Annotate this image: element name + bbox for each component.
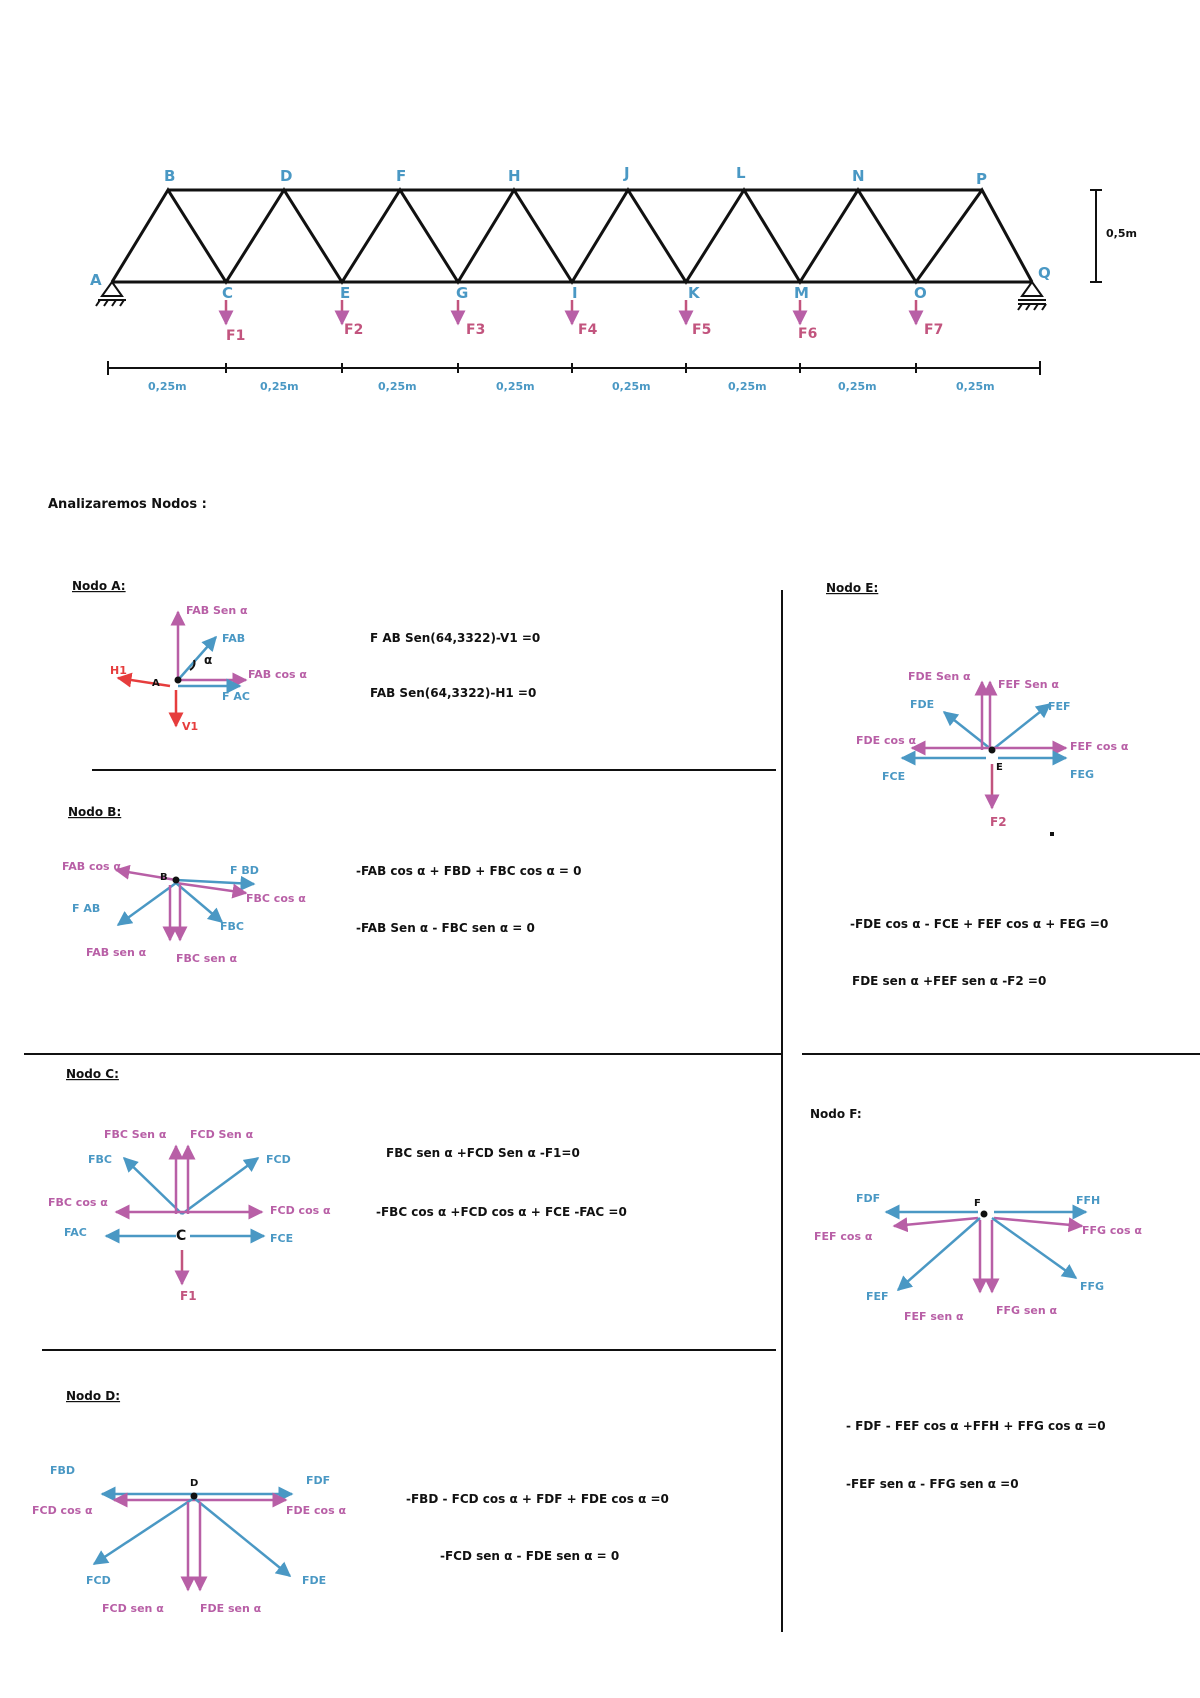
span-label: 0,25m xyxy=(612,380,651,393)
node-b-point-label: B xyxy=(160,872,168,883)
node-label-g: G xyxy=(456,284,469,302)
node-label-d: D xyxy=(280,167,293,185)
node-f-fef-cos: FEF cos α xyxy=(814,1230,873,1243)
node-f-ffg-cos: FFG cos α xyxy=(1082,1224,1142,1237)
node-f-fdf: FDF xyxy=(856,1192,881,1205)
node-a-title: Nodo A: xyxy=(72,579,126,593)
node-e-feg: FEG xyxy=(1070,768,1095,781)
node-c-fbc-cos: FBC cos α xyxy=(48,1196,108,1209)
node-f-point-label: F xyxy=(974,1198,981,1209)
web-members xyxy=(112,190,1032,282)
node-b-fbc-sin: FBC sen α xyxy=(176,952,238,965)
span-label: 0,25m xyxy=(378,380,417,393)
node-d-fcd: FCD xyxy=(86,1574,111,1587)
node-f-fef: FEF xyxy=(866,1290,889,1303)
node-d-fdf: FDF xyxy=(306,1474,331,1487)
node-e-fef-sin: FEF Sen α xyxy=(998,678,1059,691)
node-e-fde-sin: FDE Sen α xyxy=(908,670,971,683)
load-label-f3: F3 xyxy=(466,322,486,338)
node-c-fce: FCE xyxy=(270,1232,294,1245)
node-f-eq-2: -FEF sen α - FFG sen α =0 xyxy=(846,1477,1019,1491)
node-c-eq-1: FBC sen α +FCD Sen α -F1=0 xyxy=(386,1146,580,1160)
load-label-f6: F6 xyxy=(798,326,818,342)
node-c-fbc: FBC xyxy=(88,1153,112,1166)
node-d-fcd-sin: FCD sen α xyxy=(102,1602,164,1615)
node-f-ffh: FFH xyxy=(1076,1194,1101,1207)
node-b-eq-2: -FAB Sen α - FBC sen α = 0 xyxy=(356,921,535,935)
load-arrows xyxy=(226,300,916,324)
node-f-fef-sin: FEF sen α xyxy=(904,1310,964,1323)
node-a-alpha: α xyxy=(204,653,213,667)
span-dimension xyxy=(108,361,1040,375)
span-label: 0,25m xyxy=(956,380,995,393)
node-c-fbc-sin: FBC Sen α xyxy=(104,1128,167,1141)
span-label: 0,25m xyxy=(260,380,299,393)
node-d-fde: FDE xyxy=(302,1574,327,1587)
node-e-title: Nodo E: xyxy=(826,581,879,595)
node-b-fab-sin: FAB sen α xyxy=(86,946,147,959)
node-label-i: I xyxy=(572,284,578,302)
node-e-eq-1: -FDE cos α - FCE + FEF cos α + FEG =0 xyxy=(850,917,1109,931)
node-b-eq-1: -FAB cos α + FBD + FBC cos α = 0 xyxy=(356,864,582,878)
node-f-eq-1: - FDF - FEF cos α +FFH + FFG cos α =0 xyxy=(846,1419,1106,1433)
height-label: 0,5m xyxy=(1106,227,1137,240)
node-f-ffg: FFG xyxy=(1080,1280,1105,1293)
node-label-l: L xyxy=(736,164,746,182)
node-label-b: B xyxy=(164,167,176,185)
node-a-section xyxy=(72,579,540,733)
node-c-fcd: FCD xyxy=(266,1153,291,1166)
node-d-eq-1: -FBD - FCD cos α + FDF + FDE cos α =0 xyxy=(406,1492,669,1506)
span-label: 0,25m xyxy=(148,380,187,393)
height-dimension xyxy=(1090,190,1102,282)
section-title: Analizaremos Nodos : xyxy=(48,497,207,512)
load-label-f2: F2 xyxy=(344,322,364,338)
node-c-fcd-cos: FCD cos α xyxy=(270,1204,331,1217)
node-b-fab-cos: FAB cos α xyxy=(62,860,121,873)
node-b-fab: F AB xyxy=(72,902,101,915)
node-label-a: A xyxy=(90,271,102,289)
span-label: 0,25m xyxy=(838,380,877,393)
node-d-fde-cos: FDE cos α xyxy=(286,1504,347,1517)
node-label-p: P xyxy=(976,170,987,188)
node-b-fbd: F BD xyxy=(230,864,259,877)
node-e-section xyxy=(826,581,1129,988)
node-label-o: O xyxy=(914,284,927,302)
node-a-fab-cos: FAB cos α xyxy=(248,668,307,681)
node-b-fbc: FBC xyxy=(220,920,244,933)
truss-members xyxy=(112,190,1032,282)
node-b-title: Nodo B: xyxy=(68,805,122,819)
node-label-n: N xyxy=(852,167,865,185)
node-f-title: Nodo F: xyxy=(810,1107,862,1121)
node-label-h: H xyxy=(508,167,521,185)
load-label-f1: F1 xyxy=(226,328,246,344)
load-label-f7: F7 xyxy=(924,322,944,338)
node-c-section xyxy=(48,1067,627,1303)
node-f-section xyxy=(810,1107,1142,1491)
load-label-f5: F5 xyxy=(692,322,712,338)
node-e-eq-2: FDE sen α +FEF sen α -F2 =0 xyxy=(852,974,1047,988)
node-c-f1: F1 xyxy=(180,1289,197,1303)
stray-mark xyxy=(1050,832,1054,836)
node-label-m: M xyxy=(794,284,809,302)
node-d-section xyxy=(32,1389,669,1615)
span-label: 0,25m xyxy=(728,380,767,393)
node-d-fbd: FBD xyxy=(50,1464,76,1477)
node-label-j: J xyxy=(624,164,630,182)
node-a-fac: F AC xyxy=(222,690,250,703)
top-node-labels xyxy=(164,164,987,188)
node-a-v1: V1 xyxy=(182,720,199,733)
node-e-fef-cos: FEF cos α xyxy=(1070,740,1129,753)
node-c-fcd-sin: FCD Sen α xyxy=(190,1128,254,1141)
node-a-fab-sin: FAB Sen α xyxy=(186,604,248,617)
node-label-k: K xyxy=(688,284,700,302)
span-labels xyxy=(148,380,995,393)
node-a-point-label: A xyxy=(152,678,160,689)
node-label-e: E xyxy=(340,284,351,302)
section-dividers xyxy=(24,590,1200,1632)
node-f-ffg-sin: FFG sen α xyxy=(996,1304,1058,1317)
node-d-title: Nodo D: xyxy=(66,1389,121,1403)
node-d-fde-sin: FDE sen α xyxy=(200,1602,262,1615)
node-d-fcd-cos: FCD cos α xyxy=(32,1504,93,1517)
load-labels xyxy=(226,322,943,344)
node-d-point-label: D xyxy=(190,1478,199,1489)
node-e-fde: FDE xyxy=(910,698,935,711)
node-e-f2: F2 xyxy=(990,815,1007,829)
node-a-eq-1: F AB Sen(64,3322)-V1 =0 xyxy=(370,631,541,645)
node-d-eq-2: -FCD sen α - FDE sen α = 0 xyxy=(440,1549,620,1563)
load-label-f4: F4 xyxy=(578,322,598,338)
node-b-fbc-cos: FBC cos α xyxy=(246,892,306,905)
node-e-fce: FCE xyxy=(882,770,906,783)
node-c-eq-2: -FBC cos α +FCD cos α + FCE -FAC =0 xyxy=(376,1205,627,1219)
node-c-point-label: C xyxy=(176,1228,187,1244)
node-label-f: F xyxy=(396,167,407,185)
node-c-title: Nodo C: xyxy=(66,1067,119,1081)
node-e-point-label: E xyxy=(996,762,1003,773)
node-b-section xyxy=(62,805,581,965)
node-a-eq-2: FAB Sen(64,3322)-H1 =0 xyxy=(370,686,537,700)
truss xyxy=(90,164,1137,393)
node-label-q: Q xyxy=(1038,264,1051,282)
right-roller-support xyxy=(1018,282,1046,310)
node-a-fab: FAB xyxy=(222,632,246,645)
node-e-fde-cos: FDE cos α xyxy=(856,734,917,747)
node-a-h1: H1 xyxy=(110,664,127,677)
span-label: 0,25m xyxy=(496,380,535,393)
node-e-fef: FEF xyxy=(1048,700,1071,713)
node-label-c: C xyxy=(222,284,234,302)
node-c-fac: FAC xyxy=(64,1226,87,1239)
